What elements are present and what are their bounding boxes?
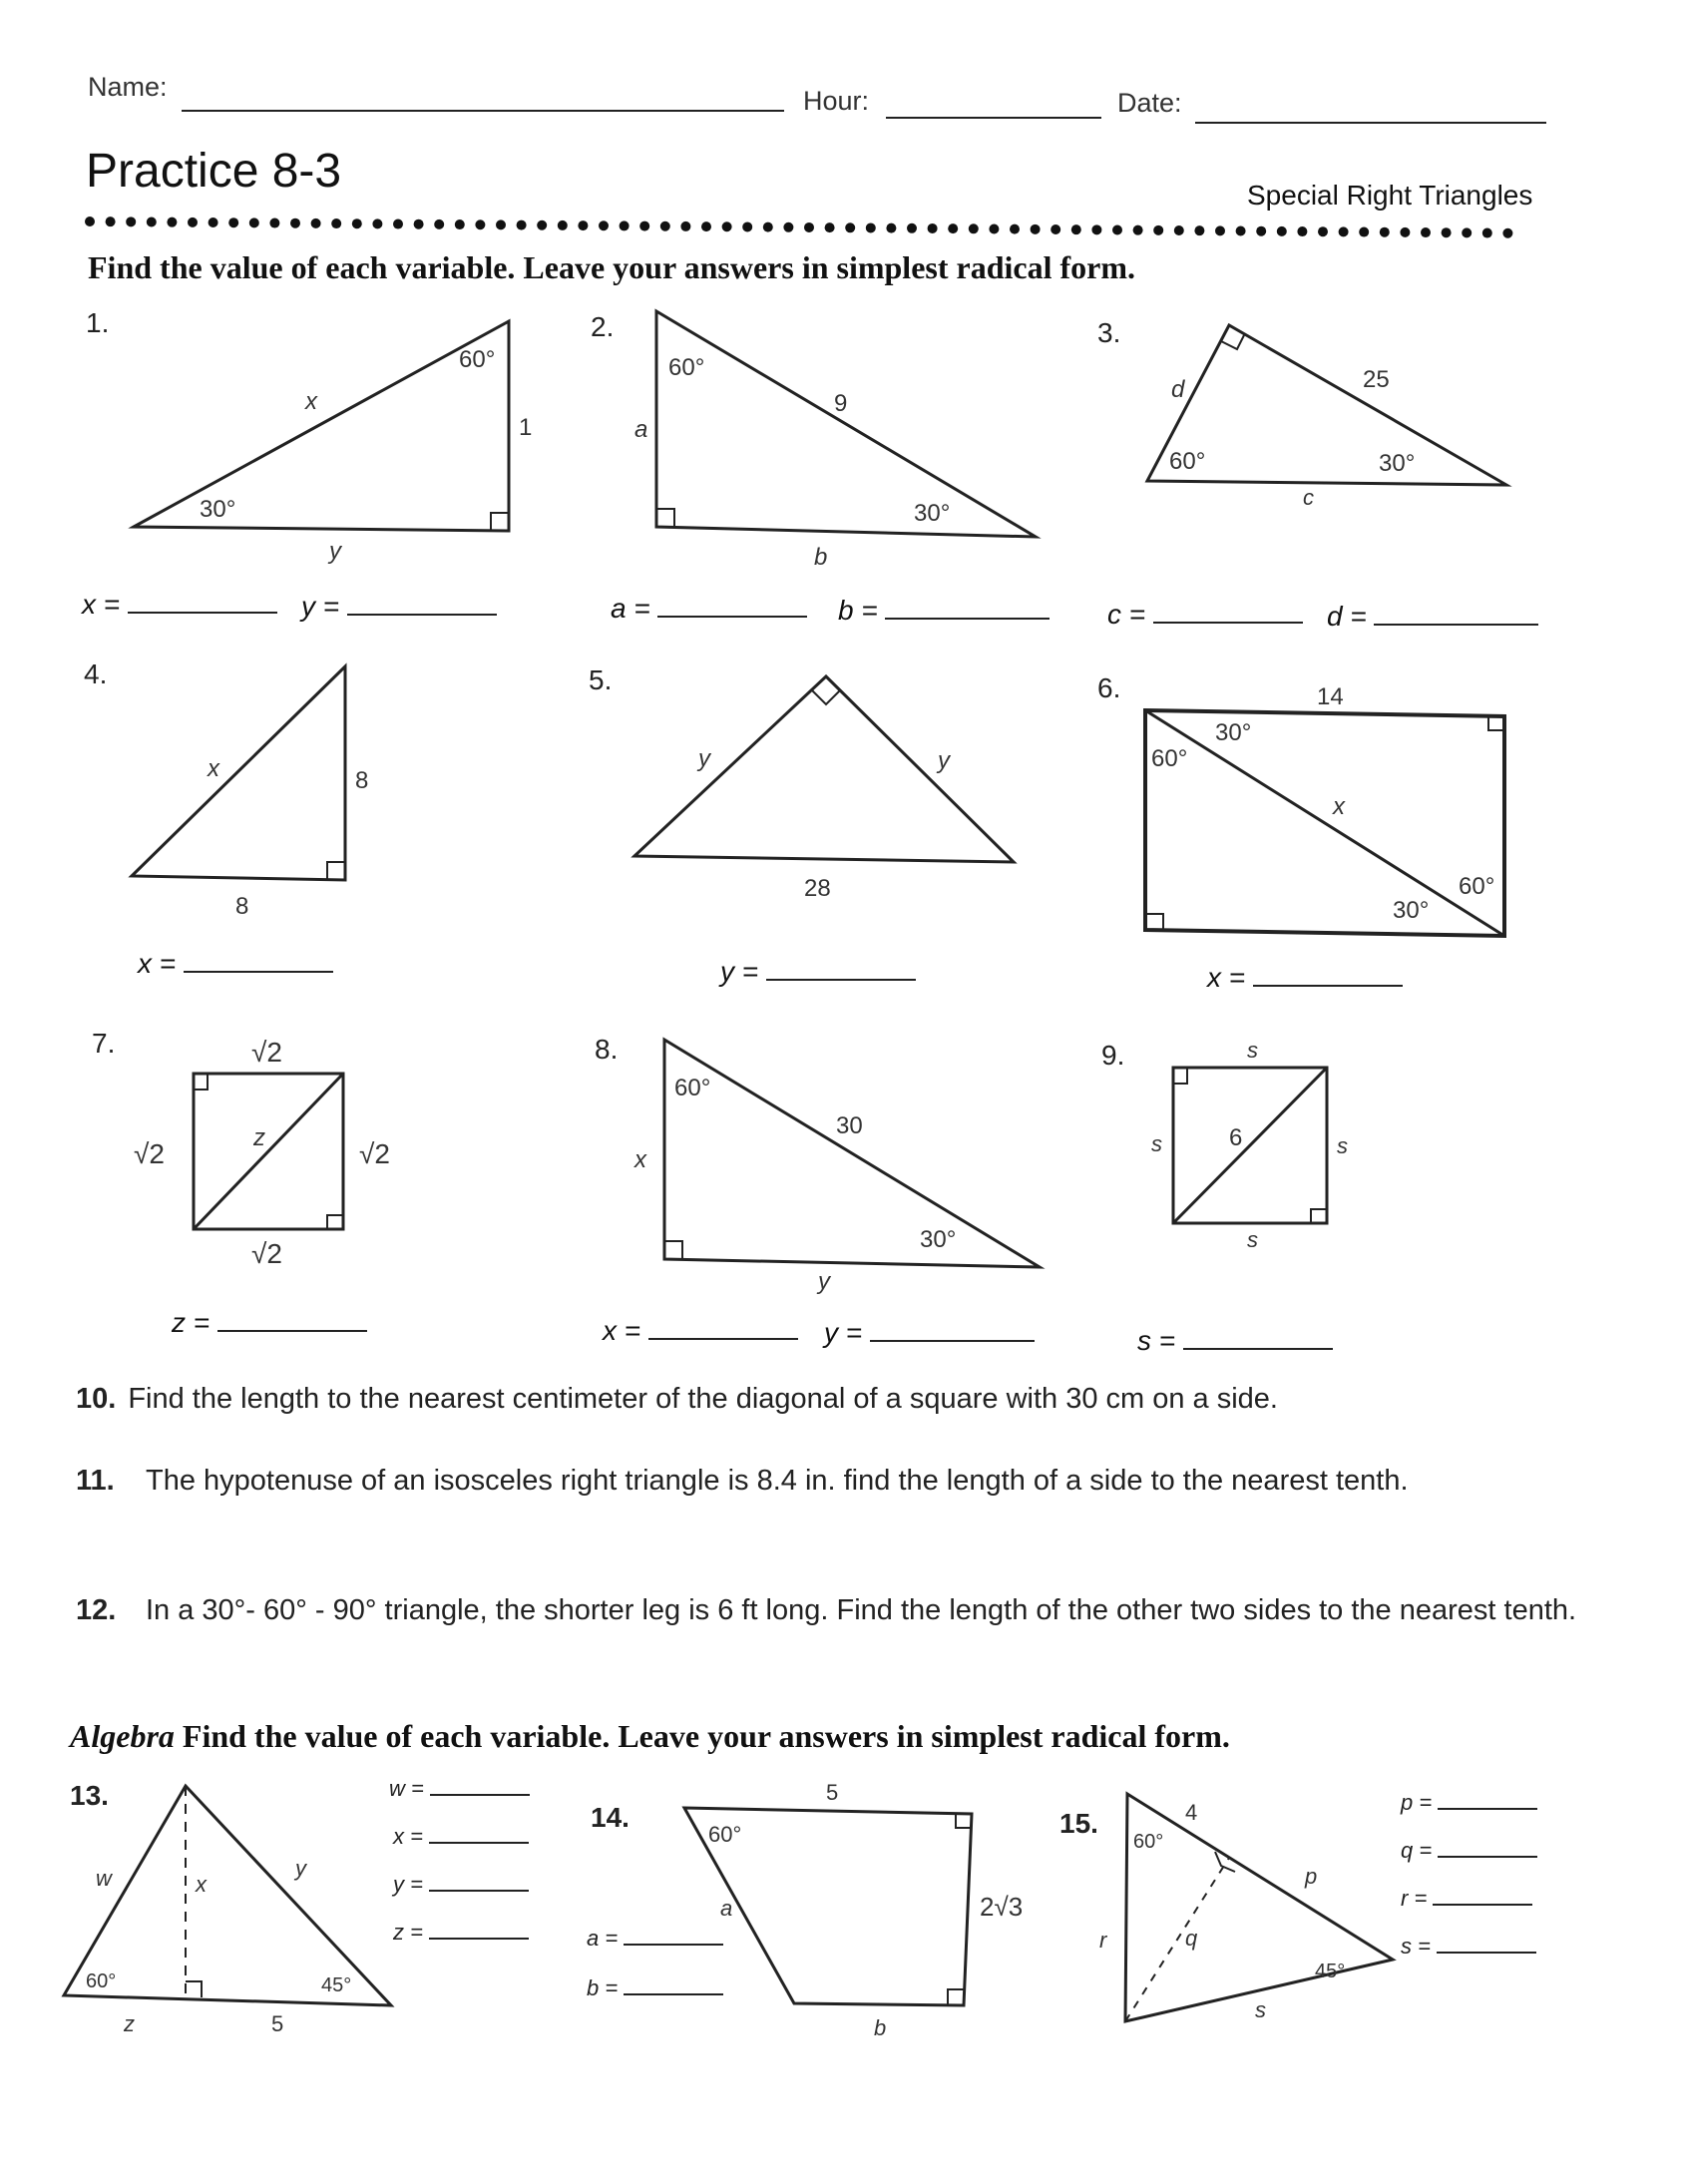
angle-label: 60°: [459, 346, 496, 373]
divider-dot: [517, 220, 527, 230]
angle-label: 30°: [914, 500, 951, 527]
trapezoid-diagram-14: [668, 1772, 1048, 2040]
angle-label: 30°: [1379, 450, 1416, 477]
divider-dot: [928, 223, 938, 233]
problem-number: 1.: [86, 307, 110, 338]
square-diagram-9: [1137, 1034, 1377, 1253]
side-label: √2: [359, 1138, 390, 1169]
answer-s-15[interactable]: s =: [1401, 1934, 1536, 1960]
triangle-diagram-4: [120, 658, 379, 918]
side-label: x: [634, 1146, 646, 1173]
divider-dot: [701, 221, 711, 231]
answer-b-2[interactable]: b =: [838, 595, 1050, 627]
instructions: Find the value of each variable. Leave your answers in simplest radical form.: [88, 249, 1135, 285]
divider-dot: [1256, 226, 1266, 236]
problem-number: 13.: [70, 1780, 109, 1811]
divider-dot: [1318, 226, 1328, 236]
divider-dot: [722, 221, 732, 231]
side-label: 8: [355, 767, 369, 794]
problem-number: 7.: [92, 1028, 116, 1059]
side-label: s: [1247, 1038, 1258, 1063]
divider-dot: [1277, 226, 1287, 236]
divider-dot: [620, 220, 630, 230]
divider-dot: [434, 219, 444, 229]
divider-dot: [1091, 224, 1101, 234]
side-label: 5: [826, 1780, 839, 1805]
side-label: 6: [1229, 1124, 1243, 1151]
answer-a-14[interactable]: a =: [587, 1926, 723, 1952]
angle-label: 30°: [1393, 897, 1430, 924]
answer-x-1[interactable]: x =: [82, 589, 277, 621]
side-label: r: [1099, 1928, 1107, 1953]
side-label: q: [1185, 1926, 1198, 1951]
divider-dot: [845, 222, 855, 232]
divider-dot: [1174, 225, 1184, 235]
answer-y-1[interactable]: y =: [301, 591, 497, 623]
answer-b-14[interactable]: b =: [587, 1975, 723, 2001]
divider-dot: [866, 222, 876, 232]
hour-field[interactable]: [886, 117, 1101, 119]
name-label: Name:: [88, 72, 168, 102]
angle-label: 30°: [920, 1226, 957, 1253]
angle-label: 45°: [321, 1974, 352, 1996]
angle-label: 60°: [1169, 448, 1206, 475]
divider-dot: [106, 217, 116, 226]
divider-dot: [1502, 228, 1512, 238]
side-label: y: [818, 1268, 830, 1295]
triangle-diagram-2: [634, 299, 1057, 579]
side-label: x: [305, 388, 317, 415]
divider-dot: [1071, 224, 1081, 234]
angle-label: 60°: [86, 1970, 117, 1992]
side-label: d: [1171, 376, 1185, 403]
side-label: y: [938, 747, 950, 774]
side-label: z: [253, 1124, 265, 1151]
problem-number: 2.: [591, 311, 615, 342]
divider-dot: [1297, 226, 1307, 236]
side-label: 9: [834, 390, 848, 417]
divider-dot: [1339, 226, 1349, 236]
side-label: x: [196, 1872, 207, 1897]
angle-label: 60°: [1151, 745, 1188, 772]
problem-number: 14.: [591, 1802, 630, 1833]
page-title: Practice 8-3: [86, 145, 342, 198]
divider-dot: [1153, 225, 1163, 235]
dotted-divider: [84, 210, 1520, 249]
side-label: p: [1305, 1864, 1318, 1889]
angle-label: 45°: [1315, 1961, 1346, 1982]
answer-x-8[interactable]: x =: [603, 1315, 798, 1347]
divider-dot: [1051, 224, 1060, 234]
problem-number: 4.: [84, 658, 108, 689]
side-label: 25: [1363, 366, 1390, 393]
answer-x-6[interactable]: x =: [1207, 962, 1403, 994]
divider-dot: [1133, 225, 1143, 235]
divider-dot: [886, 223, 896, 233]
divider-dot: [1215, 225, 1225, 235]
divider-dot: [742, 221, 752, 231]
side-label: z: [124, 2011, 135, 2036]
answer-q-15[interactable]: q =: [1401, 1838, 1537, 1864]
side-label: s: [1151, 1131, 1162, 1156]
divider-dot: [414, 219, 424, 229]
problem-number: 6.: [1097, 672, 1121, 703]
divider-dot: [290, 218, 300, 228]
divider-dot: [249, 218, 259, 227]
hour-label: Hour:: [803, 86, 870, 116]
triangle-diagram-8: [629, 1028, 1048, 1307]
answer-d-3[interactable]: d =: [1327, 601, 1538, 633]
triangle-diagram-15: [1093, 1782, 1423, 2041]
side-label: √2: [251, 1037, 282, 1068]
divider-dot: [639, 221, 649, 231]
divider-dot: [1400, 227, 1410, 237]
answer-y-5[interactable]: y =: [720, 956, 916, 988]
side-label: y: [295, 1856, 306, 1881]
divider-dot: [496, 219, 506, 229]
algebra-instructions: Algebra Find the value of each variable. Leave your answers in simplest radical form.: [70, 1718, 1230, 1754]
divider-dot: [907, 223, 917, 233]
side-label: s: [1255, 1997, 1266, 2022]
side-label: 2√3: [980, 1892, 1024, 1922]
answer-x-13[interactable]: x =: [393, 1824, 529, 1850]
divider-dot: [969, 223, 979, 233]
side-label: s: [1247, 1227, 1258, 1252]
side-label: w: [96, 1866, 112, 1891]
side-label: y: [698, 745, 710, 772]
word-problem-11: 11. The hypotenuse of an isosceles right triangle is 8.4 in. find the length of a side to the nearest tenth.: [76, 1465, 1409, 1497]
date-field[interactable]: [1195, 122, 1546, 124]
divider-dot: [948, 223, 958, 233]
name-field[interactable]: [182, 110, 784, 112]
date-label: Date:: [1117, 88, 1182, 118]
page-subtitle: Special Right Triangles: [1247, 180, 1533, 211]
triangle-diagram-1: [120, 299, 539, 579]
divider-dot: [269, 218, 279, 228]
side-label: s: [1337, 1133, 1348, 1158]
angle-label: 60°: [668, 354, 705, 381]
word-problem-12: 12. In a 30°- 60° - 90° triangle, the shorter leg is 6 ft long. Find the length of the other two sides to the nearest tenth.: [76, 1594, 1577, 1626]
problem-number: 5.: [589, 664, 613, 695]
divider-dot: [228, 218, 238, 227]
divider-dot: [1194, 225, 1204, 235]
divider-dot: [1236, 226, 1246, 236]
rectangle-diagram-6: [1137, 674, 1516, 944]
answer-c-3[interactable]: c =: [1107, 599, 1303, 631]
divider-dot: [1462, 227, 1472, 237]
divider-dot: [1359, 227, 1369, 237]
side-label: 14: [1317, 683, 1344, 710]
word-problem-10: 10. Find the length to the nearest centimeter of the diagonal of a square with 30 cm on a side.: [76, 1383, 1278, 1415]
angle-label: 60°: [708, 1822, 742, 1847]
divider-dot: [537, 220, 547, 230]
answer-r-15[interactable]: r =: [1401, 1886, 1532, 1912]
angle-label: 30°: [200, 496, 236, 523]
side-label: a: [720, 1896, 733, 1921]
side-label: √2: [134, 1138, 165, 1169]
side-label: a: [634, 416, 648, 443]
triangle-diagram-13: [56, 1776, 405, 2035]
side-label: 5: [271, 2011, 284, 2036]
side-label: 28: [804, 875, 831, 902]
divider-dot: [352, 218, 362, 228]
divider-dot: [1112, 225, 1122, 235]
side-label: y: [329, 538, 341, 565]
side-label: b: [874, 2015, 887, 2040]
problem-number: 9.: [1101, 1040, 1125, 1071]
divider-dot: [599, 220, 609, 230]
angle-label: 60°: [1459, 873, 1495, 900]
divider-dot: [804, 222, 814, 232]
side-label: 4: [1185, 1800, 1198, 1825]
answer-y-13[interactable]: y =: [393, 1872, 529, 1898]
answer-z-7[interactable]: z =: [172, 1307, 367, 1339]
divider-dot: [147, 218, 157, 227]
answer-z-13[interactable]: z =: [393, 1920, 529, 1946]
side-label: c: [1303, 485, 1314, 510]
answer-x-4[interactable]: x =: [138, 948, 333, 980]
problem-number: 8.: [595, 1034, 619, 1065]
side-label: 8: [235, 893, 249, 920]
answer-s-9[interactable]: s =: [1137, 1325, 1333, 1357]
divider-dot: [188, 218, 198, 227]
answer-p-15[interactable]: p =: [1401, 1790, 1537, 1816]
divider-dot: [783, 222, 793, 232]
divider-dot: [558, 220, 568, 230]
divider-dot: [311, 218, 321, 228]
side-label: 1: [519, 414, 533, 441]
divider-dot: [372, 218, 382, 228]
side-label: b: [814, 544, 828, 571]
problem-number: 3.: [1097, 317, 1121, 348]
side-label: √2: [251, 1238, 282, 1269]
divider-dot: [989, 223, 999, 233]
divider-dot: [1421, 227, 1431, 237]
angle-label: 60°: [1133, 1831, 1164, 1853]
divider-dot: [126, 217, 136, 226]
answer-y-8[interactable]: y =: [824, 1317, 1035, 1349]
divider-dot: [578, 220, 588, 230]
side-label: x: [1333, 793, 1345, 820]
answer-a-2[interactable]: a =: [611, 593, 807, 625]
divider-dot: [1031, 224, 1041, 234]
divider-dot: [455, 219, 465, 229]
divider-dot: [1442, 227, 1452, 237]
side-label: 30: [836, 1112, 863, 1139]
divider-dot: [1482, 228, 1492, 238]
answer-w-13[interactable]: w =: [389, 1776, 530, 1802]
divider-dot: [1380, 227, 1390, 237]
divider-dot: [331, 218, 341, 228]
angle-label: 60°: [674, 1075, 711, 1101]
side-label: x: [208, 755, 219, 782]
divider-dot: [167, 218, 177, 227]
divider-dot: [209, 218, 218, 227]
divider-dot: [825, 222, 835, 232]
divider-dot: [763, 222, 773, 232]
divider-dot: [475, 219, 485, 229]
divider-dot: [85, 217, 95, 226]
problem-number: 15.: [1059, 1808, 1098, 1839]
triangle-diagram-3: [1137, 309, 1516, 539]
divider-dot: [680, 221, 690, 231]
divider-dot: [393, 219, 403, 229]
divider-dot: [660, 221, 670, 231]
square-diagram-7: [120, 1028, 439, 1297]
triangle-diagram-5: [619, 664, 1038, 914]
angle-label: 30°: [1215, 719, 1252, 746]
divider-dot: [1010, 224, 1020, 234]
